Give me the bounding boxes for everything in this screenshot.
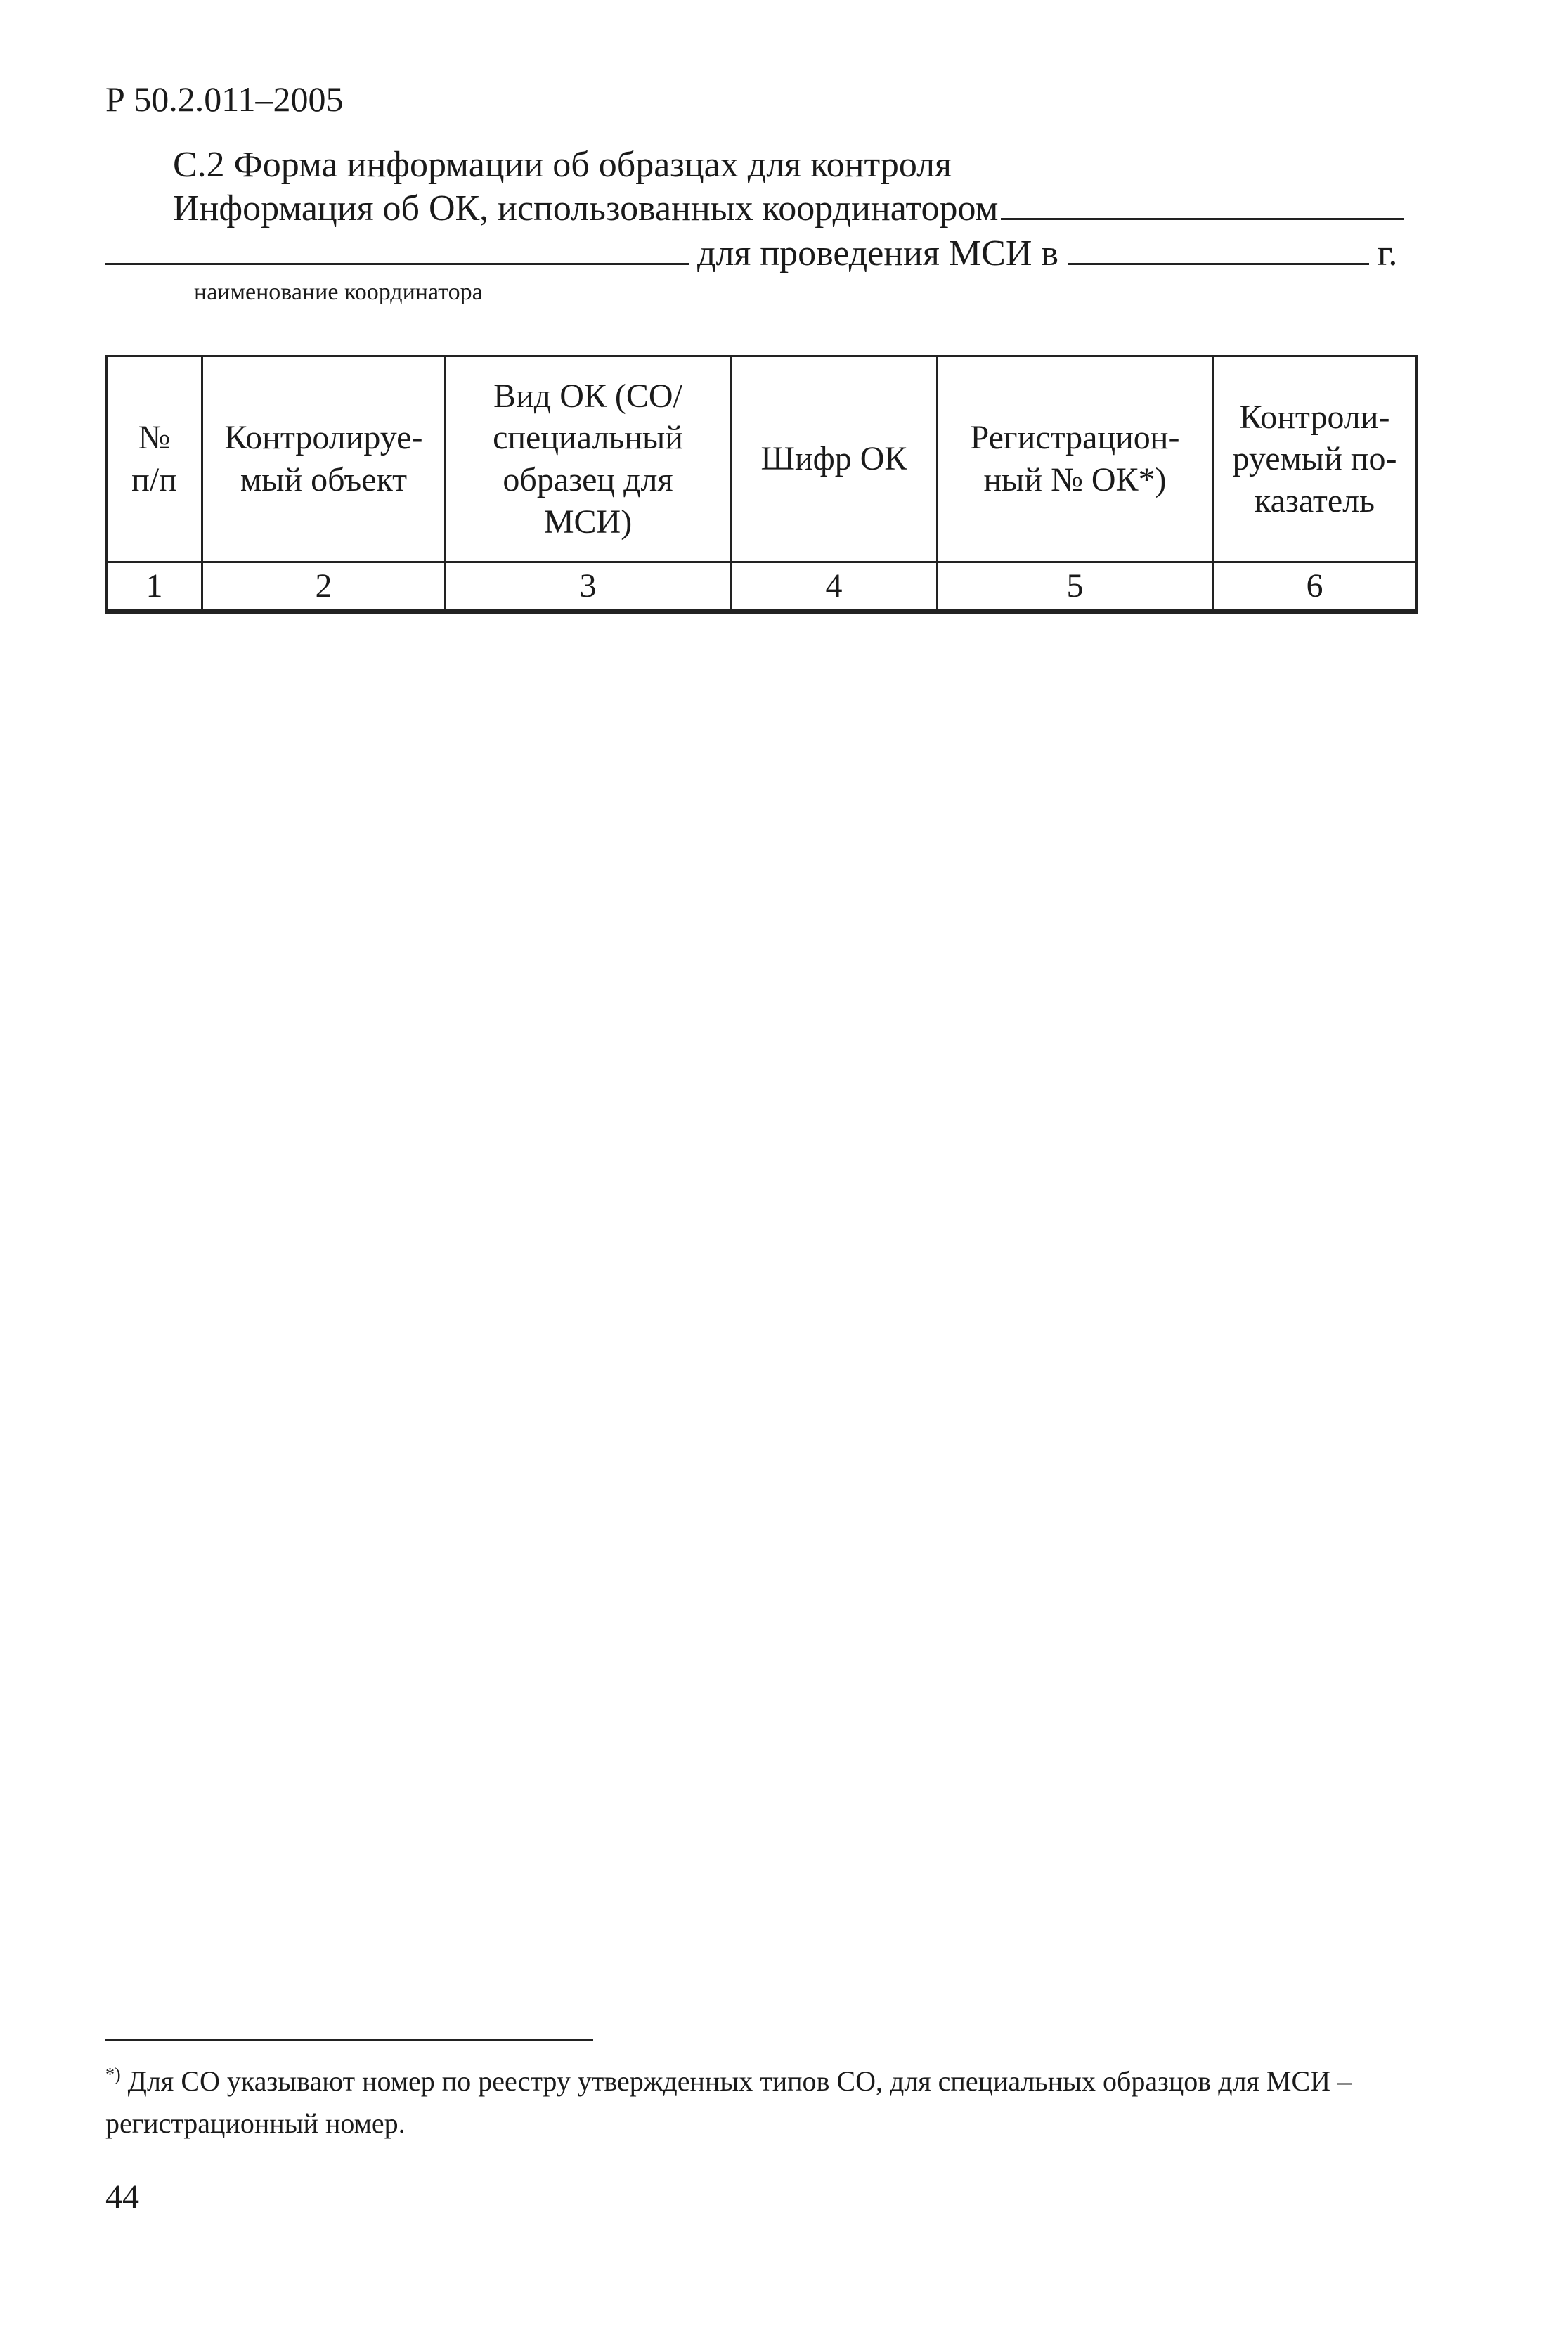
coordinator-blank-field [1001,217,1404,220]
column-number-cell: 2 [202,562,446,612]
section-title: С.2 Форма информации об образцах для контроля [173,145,952,185]
form-line-coordinator [173,188,1404,229]
year-blank-field [1068,262,1369,265]
footnote-text: Для СО указывают номер по реестру утвержденных типов СО, для специальных образцов для МСИ – регистрационный номер. [105,2065,1352,2139]
footnote [105,2060,1427,2145]
coordinator-caption: наименование координатора [194,279,483,305]
header-cell-registration-number: Регистрацион- ный № ОК*) [938,356,1213,562]
header-cell-oc-type: Вид ОК (СО/ специальный образец для МСИ) [446,356,731,562]
column-number-cell: 3 [446,562,731,612]
coordinator-name-blank-field [105,262,689,265]
form-line-msi-label: для проведения МСИ в [697,233,1058,273]
year-suffix: г. [1377,233,1398,273]
oc-info-table [105,355,1418,614]
footnote-separator [105,2039,593,2041]
footnote-marker: *) [105,2064,121,2085]
form-line-coordinator-label: Информация об ОК, использованных координатором [173,188,999,228]
document-code: Р 50.2.011–2005 [105,79,344,119]
table-row-column-numbers [107,562,1417,612]
header-cell-controlled-indicator: Контроли- руемый по- казатель [1213,356,1417,562]
column-number-cell: 6 [1213,562,1417,612]
column-number-cell: 5 [938,562,1213,612]
header-cell-controlled-object: Контролируе- мый объект [202,356,446,562]
header-cell-oc-code: Шифр ОК [731,356,938,562]
table-header-row [107,356,1417,562]
header-cell-number: № п/п [107,356,202,562]
form-line-msi [105,233,1397,274]
column-number-cell: 1 [107,562,202,612]
page-number: 44 [105,2178,139,2216]
column-number-cell: 4 [731,562,938,612]
